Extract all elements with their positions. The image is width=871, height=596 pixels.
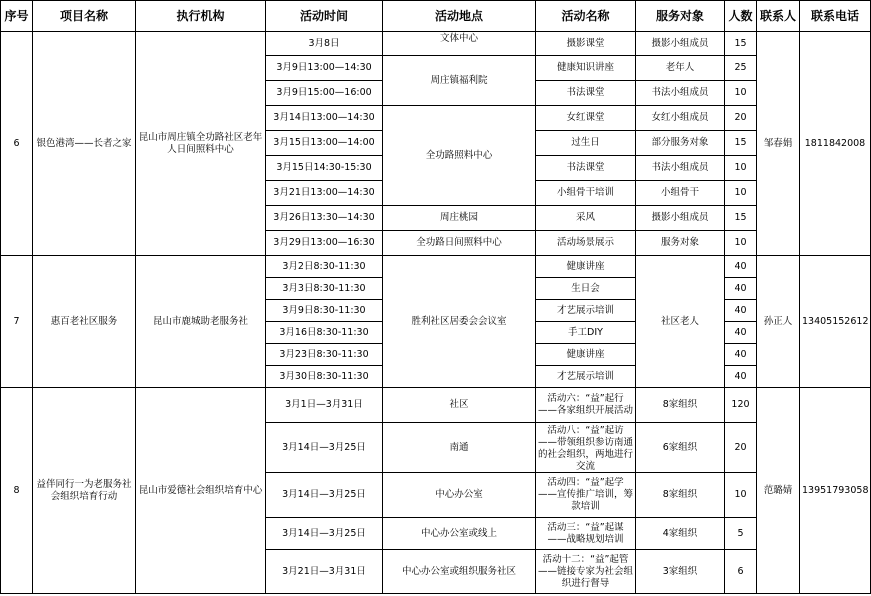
- activity-location: 社区: [383, 388, 536, 423]
- participant-count: 10: [725, 81, 757, 106]
- activity-name-cell: [536, 473, 636, 518]
- activity-name: 手工DIY: [536, 322, 636, 344]
- header-cell: 执行机构: [136, 1, 266, 32]
- activity-time: 3月26日13:30—14:30: [266, 206, 383, 231]
- service-target: 8家组织: [636, 473, 725, 518]
- activity-time: 3月9日13:00—14:30: [266, 56, 383, 81]
- activity-name: 活动六：“益”起行——各家组织开展活动: [538, 393, 633, 416]
- activity-time: 3月21日13:00—14:30: [266, 181, 383, 206]
- activity-time: 3月9日15:00—16:00: [266, 81, 383, 106]
- service-target: 老年人: [636, 56, 725, 81]
- activity-location: 中心办公室或组织服务社区: [383, 550, 536, 594]
- activity-time: 3月14日—3月25日: [266, 423, 383, 473]
- header-cell: 活动时间: [266, 1, 383, 32]
- activity-time: 3月14日—3月25日: [266, 518, 383, 550]
- participant-count: 40: [725, 278, 757, 300]
- service-target: 服务对象: [636, 231, 725, 256]
- participant-count: 15: [725, 206, 757, 231]
- activity-location: 全功路日间照料中心: [383, 231, 536, 256]
- header-cell: 项目名称: [33, 1, 136, 32]
- activity-name-cell: [536, 518, 636, 550]
- participant-count: 40: [725, 366, 757, 388]
- header-cell: 序号: [1, 1, 33, 32]
- service-target: 4家组织: [636, 518, 725, 550]
- service-target: 3家组织: [636, 550, 725, 594]
- service-target: 书法小组成员: [636, 156, 725, 181]
- header-cell: 活动地点: [383, 1, 536, 32]
- participant-count: 5: [725, 518, 757, 550]
- participant-count: 20: [725, 106, 757, 131]
- participant-count: 40: [725, 300, 757, 322]
- activity-name: 采风: [536, 206, 636, 231]
- service-target: 书法小组成员: [636, 81, 725, 106]
- activity-location: 中心办公室或线上: [383, 518, 536, 550]
- activity-time: 3月1日—3月31日: [266, 388, 383, 423]
- participant-count: 25: [725, 56, 757, 81]
- contact-phone: 13951793058: [800, 388, 871, 594]
- service-target: 摄影小组成员: [636, 206, 725, 231]
- participant-count: 40: [725, 322, 757, 344]
- service-target: 社区老人: [636, 256, 725, 388]
- activity-location: 胜利社区居委会会议室: [383, 256, 536, 388]
- activity-name: 健康讲座: [536, 344, 636, 366]
- participant-count: 40: [725, 256, 757, 278]
- executing-org: 昆山市鹿城助老服务社: [136, 256, 266, 388]
- activity-name: 过生日: [536, 131, 636, 156]
- activity-time: 3月15日13:00—14:00: [266, 131, 383, 156]
- activity-name-cell: [536, 423, 636, 473]
- activity-time: 3月9日8:30-11:30: [266, 300, 383, 322]
- service-target: 部分服务对象: [636, 131, 725, 156]
- service-target: 6家组织: [636, 423, 725, 473]
- activity-name: 书法课堂: [536, 81, 636, 106]
- participant-count: 120: [725, 388, 757, 423]
- activity-name: 健康讲座: [536, 256, 636, 278]
- activity-location: 全功路照料中心: [383, 106, 536, 206]
- activity-time: 3月2日8:30-11:30: [266, 256, 383, 278]
- service-target: 8家组织: [636, 388, 725, 423]
- activity-name: 才艺展示培训: [536, 300, 636, 322]
- participant-count: 10: [725, 156, 757, 181]
- header-cell: 联系电话: [800, 1, 871, 32]
- header-cell: 联系人: [757, 1, 800, 32]
- activity-time: 3月14日13:00—14:30: [266, 106, 383, 131]
- contact-phone: 1811842008: [800, 32, 871, 256]
- table-row: [1, 388, 871, 423]
- table-row: [1, 32, 871, 56]
- activity-name: 活动八：“益”起访——带领组织参访南通的社会组织，两地进行交流: [538, 424, 633, 471]
- contact-phone: 13405152612: [800, 256, 871, 388]
- project-name: 益伴同行一为老服务社会组织培育行动: [33, 388, 136, 594]
- contact-person: 孙正人: [757, 256, 800, 388]
- row-number: 8: [1, 388, 33, 594]
- project-name: 惠百老社区服务: [33, 256, 136, 388]
- activity-time: 3月23日8:30-11:30: [266, 344, 383, 366]
- activity-name: 活动四：“益”起学——宣传推广培训，筹款培训: [538, 477, 633, 512]
- executing-org: 昆山市爱德社会组织培育中心: [136, 388, 266, 594]
- activity-name: 书法课堂: [536, 156, 636, 181]
- activity-time: 3月8日: [266, 32, 383, 56]
- header-row: [1, 1, 871, 32]
- contact-person: 邹春娟: [757, 32, 800, 256]
- activity-location: 周庄镇福利院: [383, 56, 536, 106]
- row-number: 6: [1, 32, 33, 256]
- activity-time: 3月15日14:30-15:30: [266, 156, 383, 181]
- participant-count: 15: [725, 131, 757, 156]
- activity-name: 活动十二：“益”起管——链接专家为社会组织进行督导: [538, 553, 633, 589]
- activity-name: 健康知识讲座: [536, 56, 636, 81]
- service-target: 摄影小组成员: [636, 32, 725, 56]
- service-target: 小组骨干: [636, 181, 725, 206]
- participant-count: 6: [725, 550, 757, 594]
- activity-time: 3月29日13:00—16:30: [266, 231, 383, 256]
- activity-location: 周庄桃园: [383, 206, 536, 231]
- activity-location: 南通: [383, 423, 536, 473]
- activity-time: 3月16日8:30-11:30: [266, 322, 383, 344]
- header-cell: 服务对象: [636, 1, 725, 32]
- project-name: 银色港湾——长者之家: [33, 32, 136, 256]
- activity-name: 女红课堂: [536, 106, 636, 131]
- participant-count: 10: [725, 231, 757, 256]
- executing-org: 昆山市周庄镇全功路社区老年人日间照料中心: [136, 32, 266, 256]
- activity-time: 3月30日8:30-11:30: [266, 366, 383, 388]
- activity-time: 3月14日—3月25日: [266, 473, 383, 518]
- activity-location: 文体中心: [383, 32, 536, 56]
- participant-count: 20: [725, 423, 757, 473]
- activity-name: 活动三：“益”起谋——战略规划培训: [547, 521, 624, 545]
- row-number: 7: [1, 256, 33, 388]
- activity-name-cell: [536, 388, 636, 423]
- contact-person: 范璐婧: [757, 388, 800, 594]
- participant-count: 10: [725, 181, 757, 206]
- header-cell: 人数: [725, 1, 757, 32]
- activity-name: 生日会: [536, 278, 636, 300]
- participant-count: 15: [725, 32, 757, 56]
- activity-name: 才艺展示培训: [536, 366, 636, 388]
- activity-name: 活动场景展示: [536, 231, 636, 256]
- table-row: [1, 256, 871, 278]
- activity-time: 3月3日8:30-11:30: [266, 278, 383, 300]
- activity-name-cell: [536, 550, 636, 594]
- activity-time: 3月21日—3月31日: [266, 550, 383, 594]
- header-cell: 活动名称: [536, 1, 636, 32]
- activity-name: 小组骨干培训: [536, 181, 636, 206]
- activity-name: 摄影课堂: [536, 32, 636, 56]
- activity-location: 中心办公室: [383, 473, 536, 518]
- participant-count: 10: [725, 473, 757, 518]
- participant-count: 40: [725, 344, 757, 366]
- service-target: 女红小组成员: [636, 106, 725, 131]
